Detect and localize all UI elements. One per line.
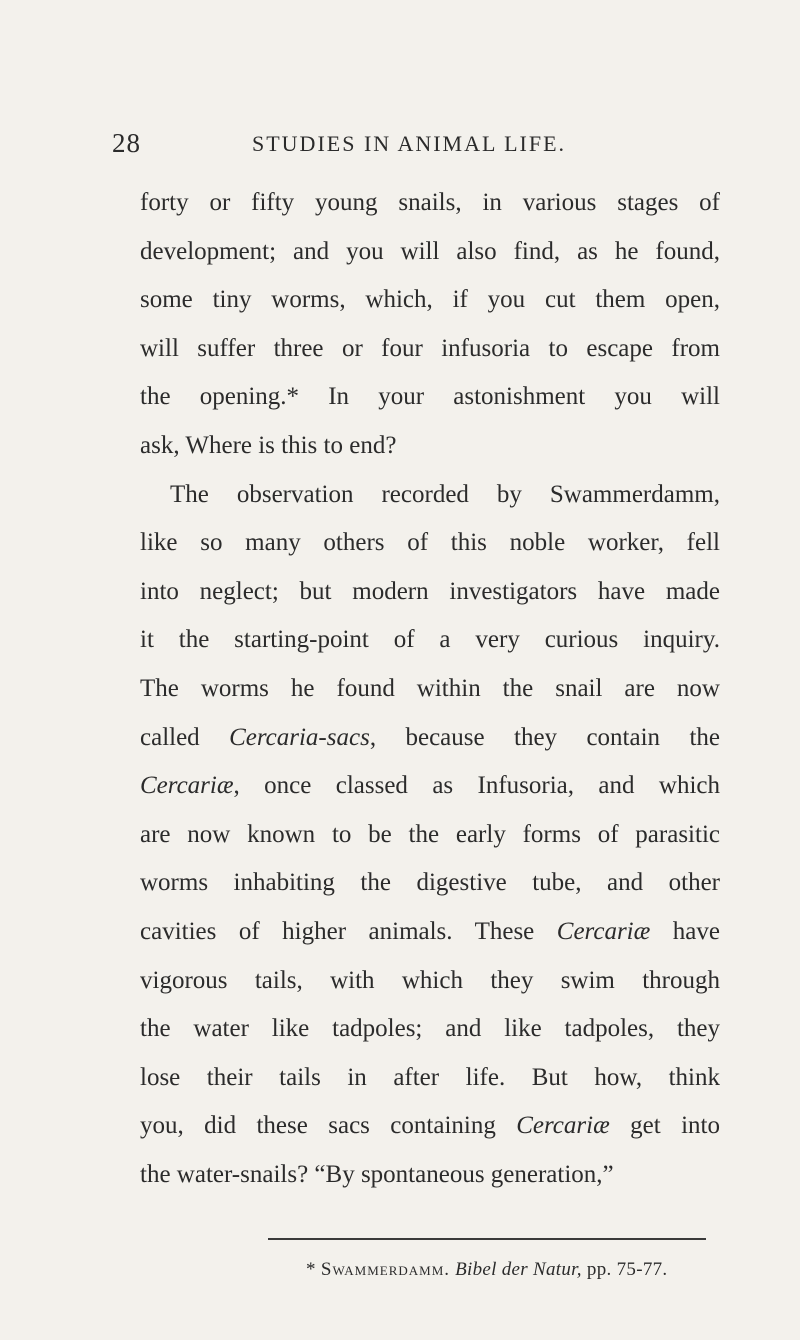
- text-line: Cercariæ, once classed as Infusoria, and which: [140, 772, 720, 800]
- text-line: development; and you will also find, as he found,: [140, 237, 720, 265]
- text-line: ask, Where is this to end?: [140, 431, 397, 459]
- footnote-divider: [268, 1238, 706, 1240]
- page-header: [112, 128, 692, 168]
- italic-term: Cercariæ: [556, 917, 651, 945]
- text-line: the water-snails? “By spontaneous generation,”: [140, 1160, 614, 1188]
- text-line: like so many others of this noble worker, fell: [140, 529, 720, 557]
- italic-term: Cercariæ: [140, 772, 234, 800]
- body-text: [140, 179, 720, 1199]
- text-line: some tiny worms, which, if you cut them open,: [140, 286, 720, 314]
- text-line: are now known to be the early forms of parasitic: [140, 820, 720, 848]
- italic-term: Cercaria-sacs: [229, 723, 370, 751]
- text-line: lose their tails in after life. But how, think: [140, 1063, 720, 1091]
- text-line: will suffer three or four infusoria to escape from: [140, 334, 720, 362]
- footnote-author: Swammerdamm.: [320, 1259, 451, 1280]
- text-line: The observation recorded by Swammerdamm,: [170, 480, 720, 508]
- italic-term: Cercariæ: [516, 1112, 610, 1140]
- page-number: 28: [112, 128, 141, 158]
- text-line: you, did these sacs containing Cercariæ get into: [140, 1112, 720, 1140]
- footnote-marker: *: [306, 1259, 316, 1280]
- running-head: STUDIES IN ANIMAL LIFE.: [252, 131, 567, 156]
- text-line: the opening.* In your astonishment you will: [140, 383, 720, 411]
- footnote-pages: pp. 75-77.: [586, 1259, 668, 1280]
- text-line: cavities of higher animals. These Cercariæ have: [140, 917, 720, 945]
- text-line: called Cercaria-sacs, because they contain the: [140, 723, 720, 751]
- footnote-title: Bibel der Natur,: [455, 1259, 582, 1280]
- footnote: [306, 1259, 667, 1281]
- text-line: into neglect; but modern investigators have made: [140, 577, 720, 605]
- text-line: the water like tadpoles; and like tadpoles, they: [140, 1015, 720, 1043]
- text-line: it the starting-point of a very curious inquiry.: [140, 626, 720, 654]
- text-line: forty or fifty young snails, in various stages of: [140, 189, 720, 216]
- text-line: vigorous tails, with which they swim through: [140, 966, 720, 994]
- text-line: The worms he found within the snail are now: [140, 674, 720, 702]
- text-line: worms inhabiting the digestive tube, and other: [140, 869, 720, 897]
